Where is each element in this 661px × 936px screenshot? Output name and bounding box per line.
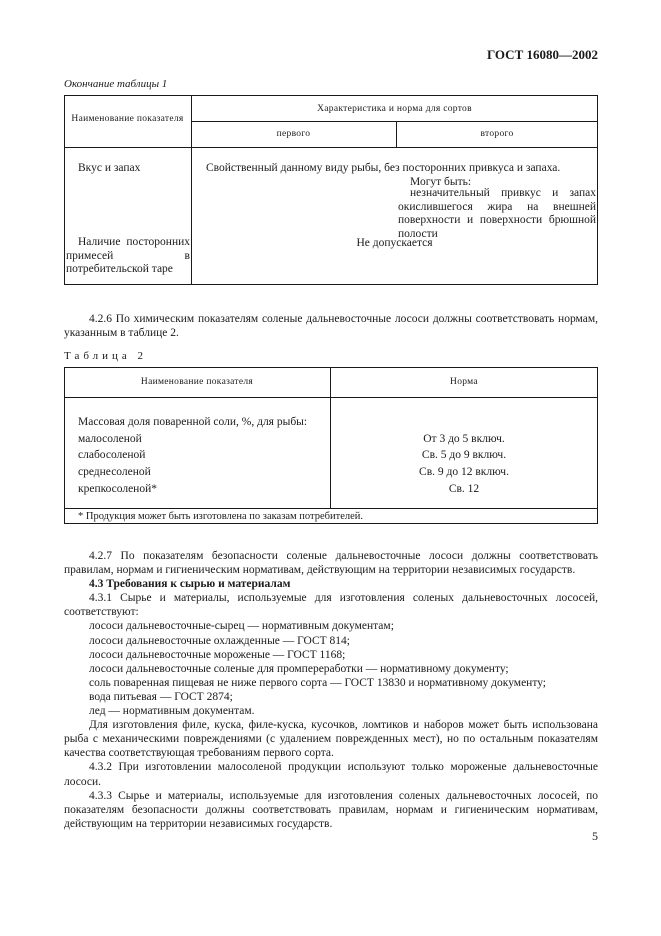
table2-row-name: малосоленой bbox=[78, 433, 142, 445]
table1-row1-both: Свойственный данному виду рыбы, без посторонних привкуса и запаха. bbox=[206, 162, 561, 174]
table1-divider bbox=[191, 95, 192, 285]
paragraph-4-3-2: 4.3.2 При изготовлении малосоленой продукции используют только мороженые дальневосточные лососи. bbox=[64, 761, 598, 788]
paragraph-4-3-1: 4.3.1 Сырье и материалы, используемые для изготовления соленых дальневосточных лососей, соответствуют: bbox=[64, 592, 598, 619]
body-text bbox=[64, 549, 598, 831]
table1-row2-value: Не допускается bbox=[356, 237, 433, 249]
section-heading-4-3 bbox=[64, 577, 598, 591]
table1-row2-name: Наличие посторонних примесей в потребительской таре bbox=[66, 236, 190, 275]
paragraph-4-3-3: 4.3.3 Сырье и материалы, используемые для изготовления соленых дальневосточных лососей, по показателям безопасности должны соответствовать правилам, нормам и гигиеническим нормативам, действующим на территории независимых государств. bbox=[64, 789, 598, 830]
standard-number: ГОСТ 16080—2002 bbox=[486, 47, 598, 62]
table1-divider bbox=[64, 147, 598, 148]
table2-caption: Таблица 2 bbox=[64, 350, 148, 362]
table2-header-name: Наименование показателя bbox=[140, 377, 254, 387]
paragraph-4-3-1-b: Для изготовления филе, куска, филе-куска, кусочков, ломтиков и наборов может быть использована рыба с механическими повреждениями (с удалением поврежденных мест), но по остальным показателям качества соответствующая требованиям первого сорта. bbox=[64, 719, 598, 760]
paragraph-4-2-7: 4.2.7 По показателям безопасности соленые дальневосточные лососи должны соответствовать правилам, нормам и гигиеническим нормативам, действующим на территории независимых государств. bbox=[64, 550, 598, 577]
table2-row-value: Св. 5 до 9 включ. bbox=[421, 449, 507, 461]
table2-row-name: крепкосоленой* bbox=[78, 483, 157, 495]
list-item: вода питьевая — ГОСТ 2874; bbox=[89, 690, 233, 703]
section-heading-4-3-text: 4.3 Требования к сырью и материалам bbox=[89, 578, 291, 591]
table1-row1-name: Вкус и запах bbox=[78, 162, 141, 174]
paragraph-4-2-6: 4.2.6 По химическим показателям соленые дальневосточные лососи должны соответствовать нормам, указанным в таблице 2. bbox=[64, 313, 598, 340]
table2-row-value: Св. 9 до 12 включ. bbox=[419, 466, 509, 478]
page-number: 5 bbox=[592, 829, 598, 843]
table2-divider bbox=[64, 397, 598, 398]
table2-row-name: среднесоленой bbox=[78, 466, 151, 478]
list-item: лососи дальневосточные охлажденные — ГОСТ 814; bbox=[89, 634, 350, 647]
list-item: лососи дальневосточные мороженые — ГОСТ 1168; bbox=[89, 648, 346, 661]
table1-row1-second-lead: Могут быть: bbox=[410, 176, 472, 188]
table1-header-first: первого bbox=[276, 129, 311, 139]
table2-row-value: Св. 12 bbox=[448, 483, 480, 495]
table2-row-name: слабосоленой bbox=[78, 449, 146, 461]
table2-row-value: От 3 до 5 включ. bbox=[423, 433, 505, 445]
table2-header-norm: Норма bbox=[450, 377, 478, 387]
table1-row1-second: незначительный привкус и запах окислившегося жира на внешней поверхности и поверхности брюшной полости bbox=[398, 187, 596, 240]
table2-footnote: * Продукция может быть изготовлена по заказам потребителей. bbox=[78, 511, 364, 522]
list-item: лососи дальневосточные соленые для промпереработки — нормативному документу; bbox=[89, 662, 509, 675]
table1-header-name: Наименование показателя bbox=[71, 114, 184, 124]
list-item: лососи дальневосточные-сырец — нормативным документам; bbox=[89, 620, 394, 633]
table1-divider bbox=[191, 121, 598, 122]
table1-header-group: Характеристика и норма для сортов bbox=[317, 104, 472, 114]
list-item: соль поваренная пищевая не ниже первого сорта — ГОСТ 13830 и нормативному документу; bbox=[89, 676, 546, 689]
table1-header-second: второго bbox=[480, 129, 514, 139]
table2-divider bbox=[64, 508, 598, 509]
list-item: лед — нормативным документам. bbox=[89, 705, 255, 718]
table1-caption: Окончание таблицы 1 bbox=[64, 78, 168, 90]
table2-group-label: Массовая доля поваренной соли, %, для рыбы: bbox=[78, 416, 308, 428]
